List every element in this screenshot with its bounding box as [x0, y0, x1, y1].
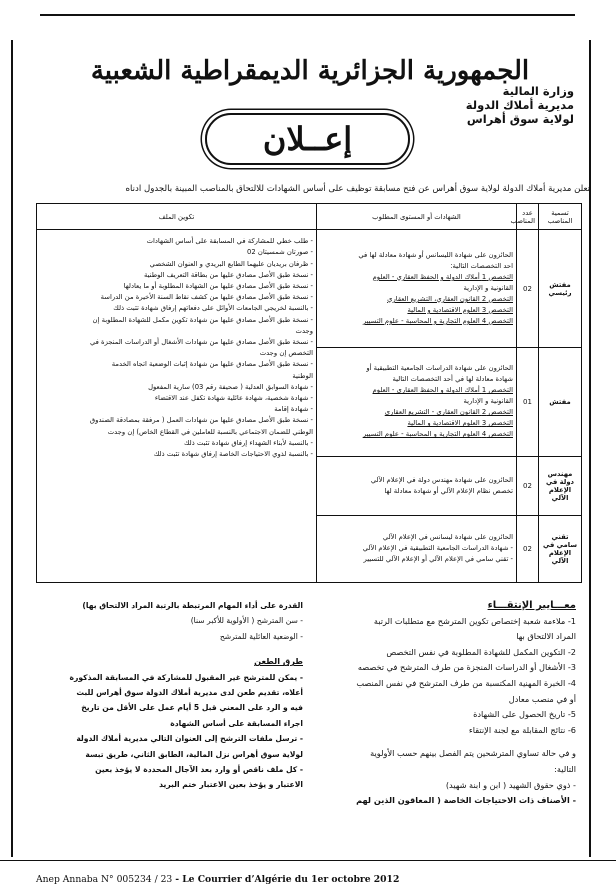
header-post: تسمية المناصب [539, 204, 582, 230]
diploma-cell: الحائزون على شهادة ليسانس في الإعلام الآلي - شهادة الدراسات الجامعية التطبيقية في الإعلام الآلي - تقني سامي في الإعلام الآلي أو الإعلام الآلي للتسيير [317, 515, 517, 582]
tie-rule-end: التالية: [554, 763, 576, 774]
list-item: أو في منصب معادل [508, 693, 576, 704]
header-file: تكوين الملف [37, 204, 317, 230]
list-item: - نسخة طبق الأصل مصادق عليها من شهادات الأشغال أو الدراسات المنجزة في [89, 338, 313, 347]
list-item: - بالنسبة لخريجي الجامعات الأوائل على دفعاتهم إرفاق شهادة تثبت ذلك [113, 304, 313, 313]
list-item: 1- ملاءمة شعبة إختصاص تكوين المترشح مع متطلبات الرتبة [373, 615, 576, 626]
post-name: مفتش رئيسي [539, 230, 582, 348]
list-item: - نسخة طبق الأصل مصادق عليها من شهادات العمل ( مرفقة بمصادقة الصندوق [89, 416, 313, 425]
list-item: الوطني للضمان الاجتماعي بالنسبة للعاملين في القطاع الخاص) إن وجدت [107, 427, 313, 436]
list-item: - الوضعية العائلية للمترشح [219, 631, 303, 641]
ministry-label: وزارة المالية [502, 84, 574, 98]
list-item: أعلاه، تقديم طعن لدى مديرية أملاك الدولة سوق أهراس للبث [76, 688, 303, 698]
list-item: الاعتبار و يؤخذ بعين الاعتبار ختم البريد [159, 780, 303, 790]
table-row [37, 230, 582, 348]
list-item: - نسخة طبق الأصل مصادق عليها من شهادة تكوين مكمل للشهادة المطلوبة إن [92, 315, 313, 324]
list-item: - شهادة إقامة [274, 405, 313, 414]
post-name: تقني سامي في الإعلام الآلي [539, 515, 582, 582]
list-item: التخصص إن وجدت [259, 349, 313, 358]
publication-ref: Anep Annaba N° 005234 / 23 [36, 874, 173, 885]
footer [36, 874, 399, 885]
list-item: الوطنية [292, 371, 313, 380]
list-item: - الأصناف ذات الاحتياجات الخاصة ( المعاقون الذين لهم [356, 795, 576, 806]
appeal-heading: طرق الطعن [254, 656, 303, 667]
list-item: 4- الخبرة المهنية المكتسبة من طرف المترشح في نفس المنصب [356, 677, 576, 688]
selection-criteria [318, 598, 576, 809]
list-item: - شهادة السوابق العدلية ( صحيفة رقم 03) سارية المفعول [148, 382, 313, 391]
post-count: 02 [517, 230, 539, 348]
list-item: 6- نتائج المقابلة مع لجنة الإنتقاء [468, 724, 576, 735]
header-diploma: الشهادات أو المستوى المطلوب [317, 204, 517, 230]
issuing-authority [404, 84, 574, 126]
announcement-title: إعــلان [262, 120, 353, 158]
post-name: مفتش [539, 347, 582, 456]
post-count: 02 [517, 515, 539, 582]
list-item: 3- الأشغال أو الدراسات المنجزة من طرف المترشح في تخصصه [357, 662, 576, 673]
list-item: - نسخة طبق الأصل مصادق عليها من شهادة إثبات الوضعية اتجاه الخدمة [111, 360, 313, 369]
list-item: 5- تاريخ الحصول على الشهادة [473, 709, 576, 720]
page-title: الجمهورية الجزائرية الديمقراطية الشعبية [90, 56, 530, 86]
bottom-rule [0, 860, 616, 861]
list-item: المراد الالتحاق بها [516, 631, 576, 642]
criteria-continuation: القدرة على أداء المهام المرتبطة بالرتبة المراد الالتحاق بها) [82, 601, 303, 610]
post-count: 02 [517, 456, 539, 515]
post-count: 01 [517, 347, 539, 456]
list-item: فيه و الرد على المعني قبل 5 أيام عمل على الأقل من تاريخ [81, 703, 303, 713]
directorate-label: مديرية أملاك الدولة [465, 98, 574, 112]
top-rule [40, 14, 575, 16]
intro-paragraph: تعلن مديرية أملاك الدولة لولاية سوق أهراس عن فتح مسابقة توظيف على أساس الشهادات للالتحاق بالمناصب المبينة بالجدول ادناه [125, 184, 590, 194]
file-requirements-cell [37, 230, 317, 583]
header-count: عدد المناصب [517, 204, 539, 230]
appeal-section [35, 598, 303, 793]
list-item: - كل ملف ناقص أو وارد بعد الآجال المحددة لا يؤخذ بعين [95, 765, 303, 775]
diploma-cell: الحائزون على شهادة مهندس دولة في الإعلام الآلي تخصص نظام الإعلام الآلي أو شهادة معادلة لها [317, 456, 517, 515]
tie-rule: و في حالة تساوي المترشحين يتم الفصل بينهم حسب الأولوية [370, 748, 576, 759]
list-item: وجدت [295, 326, 313, 335]
list-item: - سن المترشح ( الأولوية للأكبر سنا) [190, 616, 303, 626]
list-item: - ترسل ملفات الترشح إلى العنوان التالي مديرية أملاك الدولة [76, 734, 303, 744]
list-item: لولاية سوق أهراس نزل المالية، الطابق الثاني، طريق تبسة [85, 749, 303, 759]
list-item: 2- التكوين المكمل للشهادة المطلوبة في نفس التخصص [386, 646, 576, 657]
list-item: - نسخة طبق الأصل مصادق عليها من الشهادة المطلوبة أو ما يعادلها [123, 282, 313, 291]
newspaper-name: - Le Courrier d’Algérie du 1er octobre 2012 [175, 874, 400, 885]
list-item: - بالنسبة لذوي الاحتياجات الخاصة إرفاق شهادة تثبت ذلك [153, 450, 313, 459]
list-item: - ذوي حقوق الشهيد ( ابن و ابنة شهيد) [445, 779, 576, 790]
positions-table [36, 203, 582, 583]
list-item: - بالنسبة لأبناء الشهداء إرفاق شهادة تثبت ذلك [183, 438, 313, 447]
list-item: - صورتان شمسيتان 02 [247, 248, 313, 257]
list-item: - شهادة شخصية، شهادة عائلية شهادة تكفل عند الاقتضاء [154, 394, 313, 403]
table-header-row [37, 204, 582, 230]
list-item: - ظرفان بريديان عليهما الطابع البريدي و العنوان الشخصي [149, 259, 313, 268]
announcement-stamp [205, 113, 410, 165]
list-item: - طلب خطي للمشاركة في المسابقة على أساس الشهادات [146, 237, 313, 246]
list-item: - نسخة طبق الأصل مصادق عليها من بطاقة التعريف الوطنية [143, 270, 313, 279]
wilaya-label: لولاية سوق أهراس [466, 112, 574, 126]
list-item: - نسخة طبق الأصل مصادق عليها من كشف نقاط السنة الأخيرة من الدراسة [100, 293, 313, 302]
diploma-cell: الحائزون على شهادة الليسانس أو شهادة معادلة لها في احد التخصصات التالية: التخصص 1 أملاك الدولة و الحفظ العقاري - العلوم القانونية و الإدارية التخصص 2 القانون العقاري، التشريع العقاري التخصص 3 العلوم الاقتصادية و المالية التخصص 4 العلوم التجارية و المحاسبة - علوم التسيير [317, 230, 517, 348]
criteria-heading: معـــايير الإنتقـــاء [487, 600, 576, 611]
list-item: - يمكن للمترشح غير المقبول للمشاركة في المسابقة المذكورة [69, 672, 303, 682]
list-item: اجراء المسابقة على أساس الشهادة [170, 718, 303, 728]
post-name: مهندس دولة في الإعلام الآلي [539, 456, 582, 515]
diploma-cell: الحائزون على شهادة الدراسات الجامعية التطبيقية أو شهادة معادلة لها في أحد التخصصات التالية التخصص 1 أملاك الدولة و الحفظ العقاري - العلوم القانونية و الإدارية التخصص 2 القانون العقاري - التشريع العقاري التخصص 3 العلوم الاقتصادية و المالية التخصص 4 العلوم التجارية و المحاسبة - علوم التسيير [317, 347, 517, 456]
